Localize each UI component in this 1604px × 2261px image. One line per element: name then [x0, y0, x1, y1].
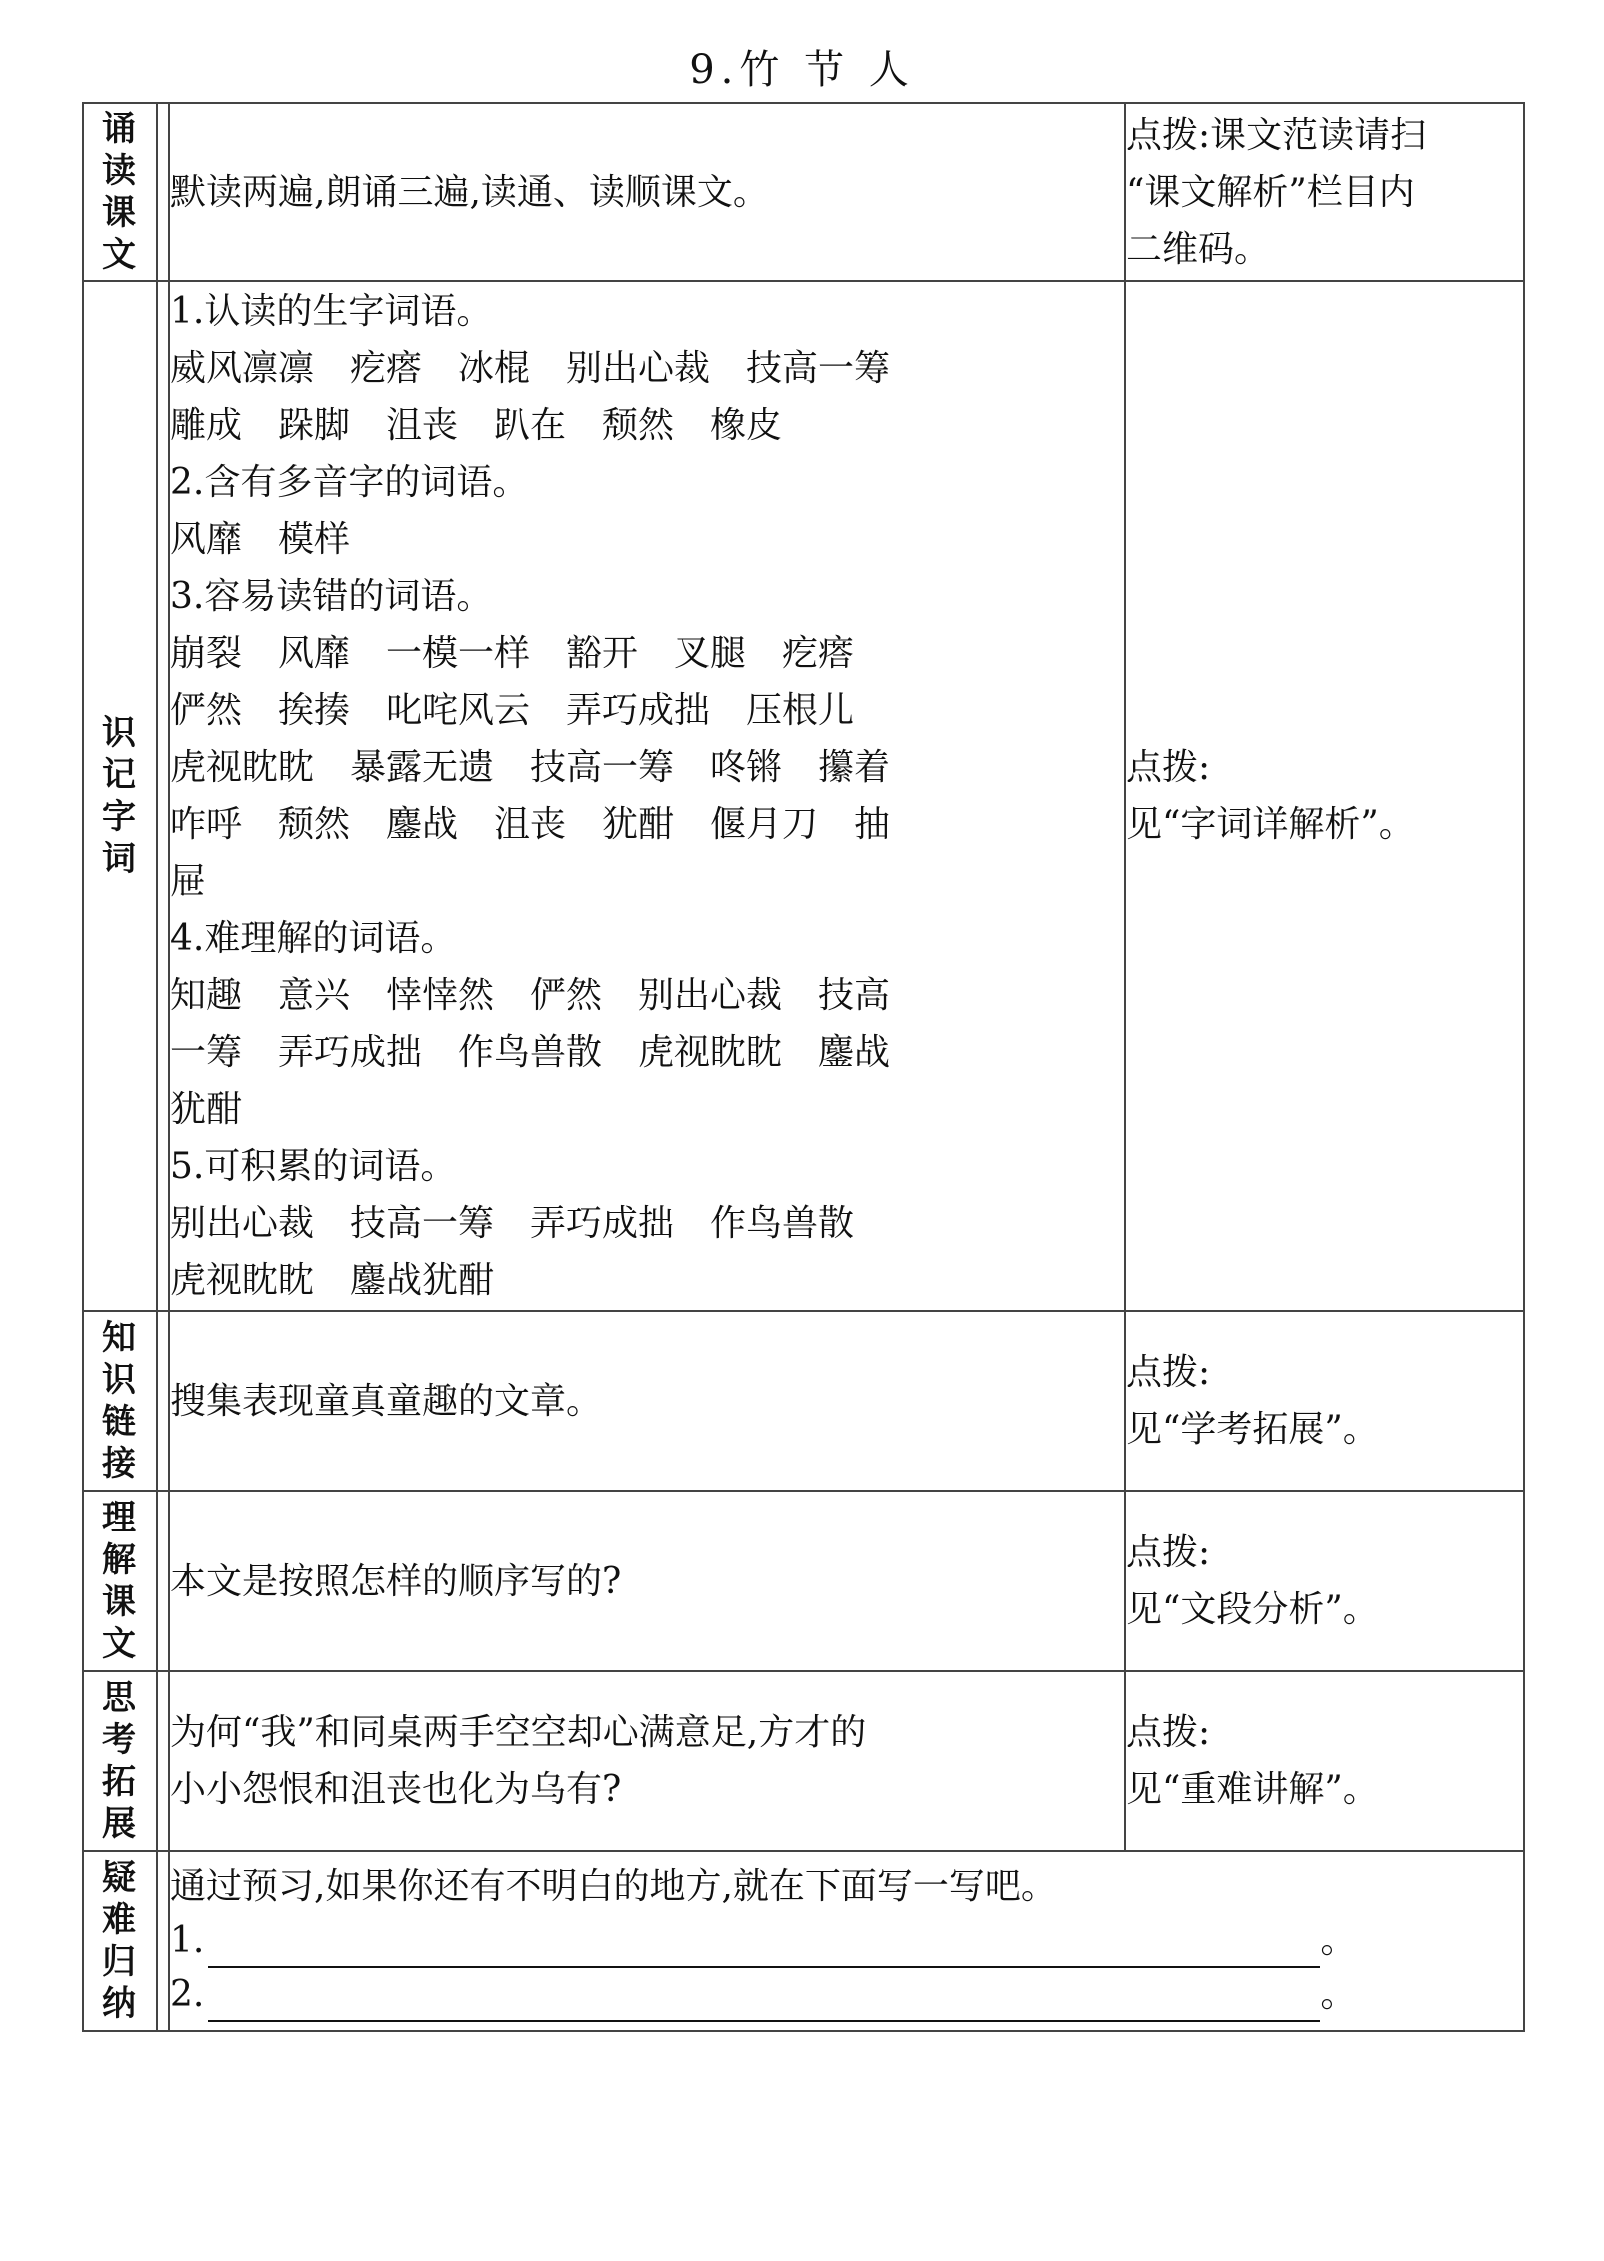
- blank-line-2: [170, 1968, 1523, 2022]
- study-sheet-table: [82, 102, 1525, 2032]
- row-label: [83, 1491, 169, 1671]
- row-tip: [1125, 281, 1524, 1311]
- content-line: 咋呼 颓然 鏖战 沮丧 犹酣 偃月刀 抽: [170, 804, 891, 845]
- content-line: 默读两遍,朗诵三遍,读通、读顺课文。: [170, 171, 769, 213]
- content-line: 一筹 弄巧成拙 作鸟兽散 虎视眈眈 鏖战: [170, 1032, 891, 1073]
- content-line: 1.认读的生字词语。: [170, 291, 493, 332]
- tip-line: 点拨:: [1126, 747, 1211, 788]
- table-row-understand: [83, 1491, 1524, 1671]
- row-label-text: 诵读课文: [101, 109, 136, 275]
- row-label: [83, 1311, 169, 1491]
- content-line: 犹酣: [170, 1089, 243, 1130]
- row-label: [83, 103, 169, 281]
- row-label: [83, 281, 169, 1311]
- blank-end-mark: 。: [1320, 1974, 1357, 2015]
- row-tip: [1125, 1671, 1524, 1851]
- content-line: 虎视眈眈 暴露无遗 技高一筹 咚锵 攥着: [170, 747, 891, 788]
- content-line: 5.可积累的词语。: [170, 1146, 457, 1187]
- row-label-text: 疑难归纳: [101, 1858, 136, 2024]
- table-row-recite: [83, 103, 1524, 281]
- content-line: 搜集表现童真童趣的文章。: [170, 1380, 603, 1422]
- tip-line: “课文解析”栏目内: [1126, 171, 1415, 213]
- content-line: 为何“我”和同桌两手空空却心满意足,方才的: [170, 1712, 867, 1753]
- content-line: 知趣 意兴 悻悻然 俨然 别出心裁 技高: [170, 975, 891, 1016]
- table-row-questions: [83, 1851, 1524, 2031]
- tip-line: 点拨:: [1126, 1712, 1211, 1753]
- tip-line: 见“重难讲解”。: [1126, 1769, 1379, 1810]
- tip-line: 见“字词详解析”。: [1126, 804, 1415, 845]
- blank-end-mark: 。: [1320, 1920, 1357, 1961]
- content-line: 雕成 跺脚 沮丧 趴在 颓然 橡皮: [170, 405, 783, 446]
- blank-number: 1.: [170, 1920, 205, 1961]
- content-line: 本文是按照怎样的顺序写的?: [170, 1560, 622, 1602]
- row-label: [83, 1671, 169, 1851]
- content-line: 风靡 模样: [170, 519, 351, 560]
- tip-line: 见“文段分析”。: [1126, 1589, 1379, 1630]
- content-line: 2.含有多音字的词语。: [170, 462, 529, 503]
- row-label-text: 识记字词: [101, 713, 136, 879]
- row-content: [169, 1671, 1125, 1851]
- row-tip: [1125, 103, 1524, 281]
- row-label-text: 思考拓展: [101, 1678, 136, 1844]
- content-line: 3.容易读错的词语。: [170, 576, 493, 617]
- row-content: [169, 1491, 1125, 1671]
- content-line: 小小怨恨和沮丧也化为乌有?: [170, 1769, 622, 1810]
- content-line: 崩裂 风靡 一模一样 豁开 叉腿 疙瘩: [170, 633, 855, 674]
- row-label: [83, 1851, 169, 2031]
- content-line: 俨然 挨揍 叱咤风云 弄巧成拙 压根儿: [170, 690, 855, 731]
- content-line: 威风凛凛 疙瘩 冰棍 别出心裁 技高一筹: [170, 348, 891, 389]
- row-tip: [1125, 1491, 1524, 1671]
- content-line: 别出心裁 技高一筹 弄巧成拙 作鸟兽散: [170, 1203, 855, 1244]
- answer-blank-2[interactable]: [208, 1976, 1320, 2022]
- row-content: [169, 1311, 1125, 1491]
- questions-intro: 通过预习,如果你还有不明白的地方,就在下面写一写吧。: [170, 1866, 1057, 1907]
- tip-line: 见“学考拓展”。: [1126, 1409, 1379, 1450]
- tip-line: 点拨:: [1126, 1532, 1211, 1573]
- row-content: [169, 281, 1125, 1311]
- tip-line: 点拨:课文范读请扫: [1126, 114, 1427, 156]
- tip-line: 点拨:: [1126, 1352, 1211, 1393]
- table-row-words: [83, 281, 1524, 1311]
- table-row-extend: [83, 1671, 1524, 1851]
- row-content: [169, 103, 1125, 281]
- row-label-text: 知识链接: [101, 1318, 136, 1484]
- answer-blank-1[interactable]: [208, 1922, 1320, 1968]
- row-tip: [1125, 1311, 1524, 1491]
- blank-line-1: [170, 1914, 1523, 1968]
- table-row-knowledge: [83, 1311, 1524, 1491]
- questions-area: [169, 1851, 1524, 2031]
- tip-line: 二维码。: [1126, 228, 1271, 270]
- content-line: 虎视眈眈 鏖战犹酣: [170, 1260, 495, 1301]
- page-title: 9.竹 节 人: [689, 47, 915, 93]
- content-line: 4.难理解的词语。: [170, 918, 457, 959]
- blank-number: 2.: [170, 1974, 205, 2015]
- row-label-text: 理解课文: [101, 1498, 136, 1664]
- content-line: 屉: [170, 861, 207, 902]
